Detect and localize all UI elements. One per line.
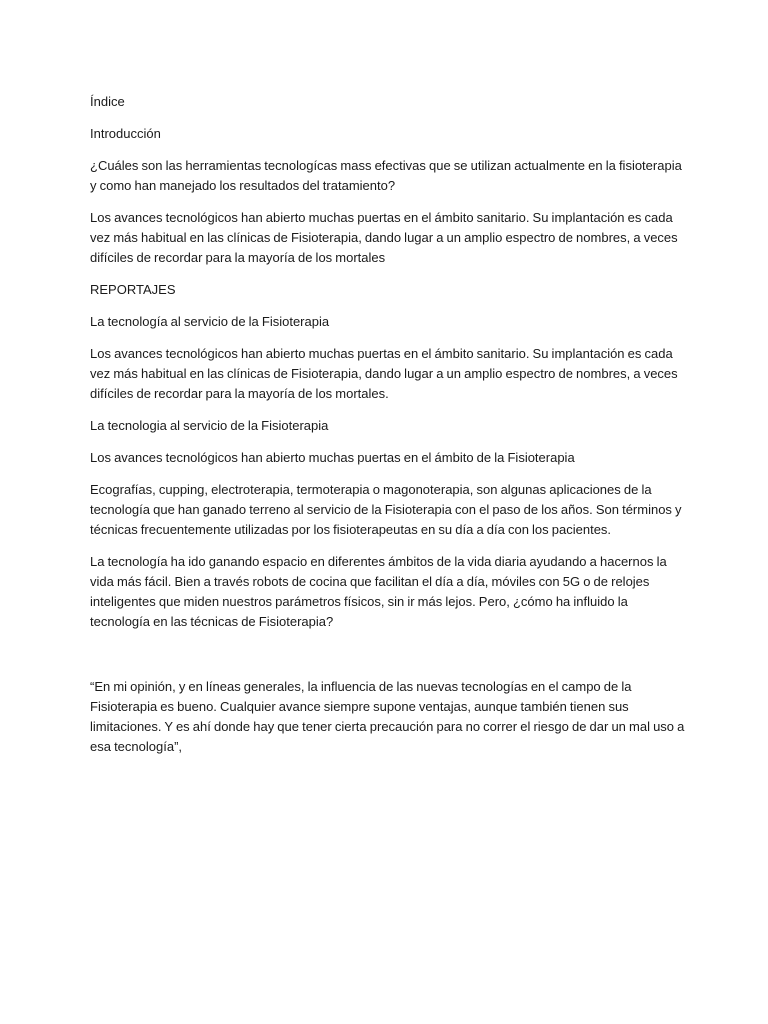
- research-question: ¿Cuáles son las herramientas tecnologícas mass efectivas que se utilizan actualmente en la fisioterapia y como han manejado los resultados del tratamiento?: [90, 158, 682, 193]
- document-body: [90, 92, 690, 769]
- paragraph-2: Los avances tecnológicos han abierto muchas puertas en el ámbito sanitario. Su implantación es cada vez más habitual en las clínicas de Fisioterapia, dando lugar a un amplio espectro de nombres, a veces difíciles de recordar para la mayoría de los mortales.: [90, 346, 678, 401]
- quote-paragraph: “En mi opinión, y en líneas generales, la influencia de las nuevas tecnologías en el campo de la Fisioterapia es bueno. Cualquier avance siempre supone ventajas, aunque también tienen sus limitaciones. Y es ahí donde hay que tener cierta precaución para no correr el riesgo de dar un mal uso a esa tecnología”,: [90, 679, 685, 754]
- index-heading: Índice: [90, 94, 125, 109]
- blank-space: [90, 644, 690, 677]
- section-title-2: La tecnologia al servicio de la Fisioterapia: [90, 418, 329, 433]
- introduction-heading: Introducción: [90, 126, 161, 141]
- paragraph-4: La tecnología ha ido ganando espacio en diferentes ámbitos de la vida diaria ayudando a hacernos la vida más fácil. Bien a través robots de cocina que facilitan el día a día, móviles con 5G o de relojes inteligentes que miden nuestros parámetros físicos, sin ir más lejos. Pero, ¿cómo ha influido la tecnología en las técnicas de Fisioterapia?: [90, 554, 667, 629]
- section-subtitle: Los avances tecnológicos han abierto muchas puertas en el ámbito de la Fisioterapia: [90, 450, 575, 465]
- paragraph-1: Los avances tecnológicos han abierto muchas puertas en el ámbito sanitario. Su implantación es cada vez más habitual en las clínicas de Fisioterapia, dando lugar a un amplio espectro de nombres, a veces difíciles de recordar para la mayoría de los mortales: [90, 210, 678, 265]
- section-title-1: La tecnología al servicio de la Fisioterapia: [90, 314, 330, 329]
- reportajes-heading: REPORTAJES: [90, 282, 176, 297]
- paragraph-3: Ecografías, cupping, electroterapia, termoterapia o magonoterapia, son algunas aplicaciones de la tecnología que han ganado terreno al servicio de la Fisioterapia con el paso de los años. Son términos y técnicas frecuentemente utilizadas por los fisioterapeutas en su día a día con los pacientes.: [90, 482, 682, 537]
